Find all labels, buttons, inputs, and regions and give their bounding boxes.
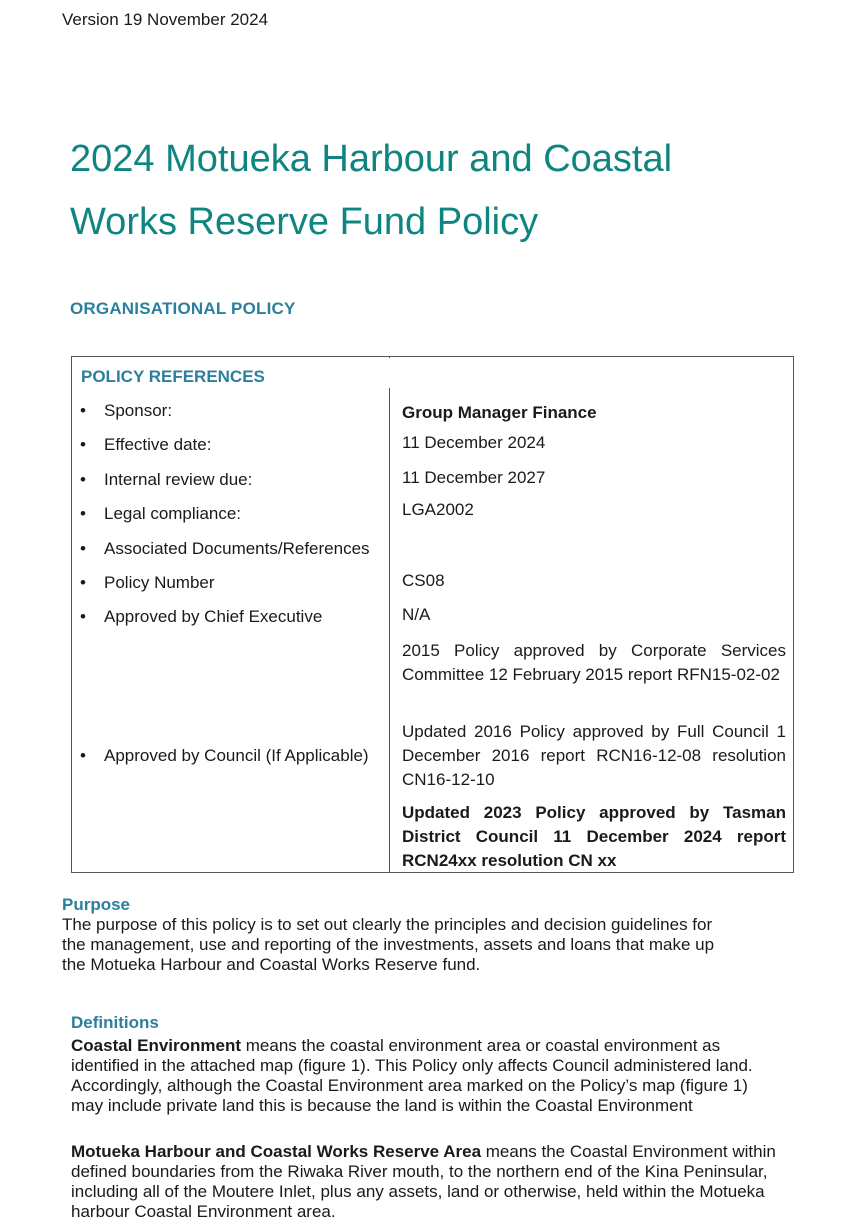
row-value: N/A: [402, 605, 431, 624]
row-label: Approved by Chief Executive: [104, 607, 323, 626]
bullet: •: [80, 470, 86, 489]
row-value: 11 December 2027: [402, 468, 546, 487]
row-label: Associated Documents/References: [104, 539, 370, 558]
definitions-heading: Definitions: [71, 1013, 159, 1032]
definition-line: identified in the attached map (figure 1). This Policy only affects Council administered land.: [71, 1056, 753, 1075]
bullet: •: [80, 504, 86, 523]
definition-line: harbour Coastal Environment area.: [71, 1202, 336, 1221]
bullet: •: [80, 573, 86, 592]
row-label: Internal review due:: [104, 470, 253, 489]
row-label: Sponsor:: [104, 401, 173, 420]
approval-text: Updated 2016 Policy approved by Full Council 1 December 2016 report RCN16-12-08 resolution CN16-12-10: [402, 722, 786, 789]
version-label: Version 19 November 2024: [62, 10, 269, 29]
policy-references-table: [71, 356, 794, 873]
policy-type: ORGANISATIONAL POLICY: [70, 299, 296, 318]
row-value: Group Manager Finance: [402, 403, 597, 422]
approval-text: 2015 Policy approved by Corporate Services Committee 12 February 2015 report RFN15-02-02: [402, 641, 786, 684]
approval-text: Updated 2023 Policy approved by Tasman District Council 11 December 2024 report RCN24xx resolution CN xx: [402, 803, 786, 870]
page-title: [70, 128, 830, 254]
definition-coastal: [71, 1036, 753, 1116]
definition-term: Coastal Environment: [71, 1036, 242, 1055]
title-line-2: Works Reserve Fund Policy: [70, 201, 539, 243]
bullet: •: [80, 539, 86, 558]
bullet: •: [80, 435, 86, 454]
definition-reserve: [71, 1142, 776, 1222]
bullet: •: [80, 607, 86, 626]
definition-line: including all of the Moutere Inlet, plus any assets, land or otherwise, held within the Motueka: [71, 1182, 765, 1201]
definition-term: Motueka Harbour and Coastal Works Reserve Area: [71, 1142, 482, 1161]
references-heading: POLICY REFERENCES: [81, 367, 265, 386]
definition-line: defined boundaries from the Riwaka River mouth, to the northern end of the Kina Peninsular,: [71, 1162, 768, 1181]
purpose-line: the management, use and reporting of the investments, assets and loans that make up: [62, 935, 715, 954]
purpose-heading: Purpose: [62, 895, 131, 914]
definition-line: Accordingly, although the Coastal Environment area marked on the Policy’s map (figure 1): [71, 1076, 748, 1095]
purpose-line: the Motueka Harbour and Coastal Works Reserve fund.: [62, 955, 481, 974]
row-label: Legal compliance:: [104, 504, 242, 523]
definition-line: may include private land this is because the land is within the Coastal Environment: [71, 1096, 693, 1115]
title-line-1: 2024 Motueka Harbour and Coastal: [70, 138, 673, 180]
row-label: Effective date:: [104, 435, 212, 454]
purpose-text: [62, 915, 714, 975]
row-value: CS08: [402, 571, 445, 590]
table-divider: [389, 357, 390, 872]
row-value: LGA2002: [402, 500, 474, 519]
bullet: •: [80, 401, 86, 420]
definition-text: means the coastal environment area or coastal environment as: [241, 1036, 721, 1055]
row-value: 11 December 2024: [402, 433, 546, 452]
bullet: •: [80, 746, 86, 765]
purpose-line: The purpose of this policy is to set out clearly the principles and decision guidelines for: [62, 915, 713, 934]
row-label: Policy Number: [104, 573, 215, 592]
row-label: Approved by Council (If Applicable): [104, 746, 369, 765]
definition-text: means the Coastal Environment within: [481, 1142, 776, 1161]
